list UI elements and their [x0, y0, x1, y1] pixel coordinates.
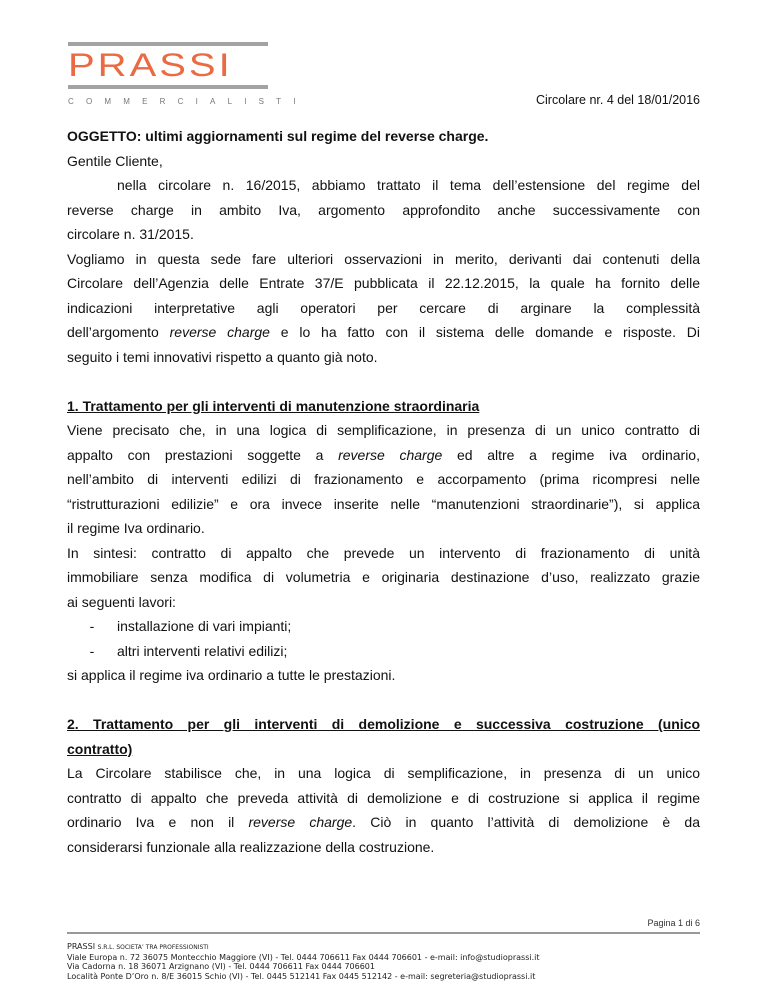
- text-segment: “ristrutturazioni edilizie” e ora invece inserite nelle “manutenzioni straordinarie”), si applica: [67, 495, 700, 512]
- text-line: [67, 394, 700, 419]
- text-line: [67, 247, 700, 272]
- text-segment: Circolare dell’Agenzia delle Entrate 37/E pubblicata il 22.12.2015, la quale ha fornito delle: [67, 275, 700, 291]
- text-segment: immobiliare senza modifica di volumetria e originaria destinazione d’uso, realizzato grazie: [67, 569, 700, 585]
- text-segment: contratto): [67, 740, 133, 757]
- text-line: [67, 835, 700, 860]
- footer-rule: [67, 932, 700, 934]
- bullet-dash: -: [89, 642, 95, 659]
- text-segment: La Circolare stabilisce che, in una logica di semplificazione, in presenza di un unico: [67, 765, 700, 781]
- company-suffix: S.R.L. SOCIETA’ TRA PROFESSIONISTI: [97, 944, 209, 951]
- text-segment: contratto di appalto che preveda attività di demolizione e di costruzione si applica il regime: [67, 789, 700, 806]
- italic-term: reverse charge: [248, 814, 353, 830]
- text-line: [67, 663, 700, 688]
- text-segment: Viene precisato che, in una logica di semplificazione, in presenza di un unico contratto di: [67, 422, 700, 438]
- text-segment: ordinario Iva e non il: [67, 814, 249, 830]
- text-line: [67, 639, 700, 664]
- paragraph: [67, 418, 700, 541]
- text-segment: installazione di vari impianti;: [117, 618, 292, 634]
- text-line: [67, 149, 700, 174]
- logo-subtitle: COMMERCIALISTI: [68, 97, 308, 106]
- text-line: [67, 737, 700, 762]
- text-line: [67, 541, 700, 566]
- text-segment: ed altre a regime iva ordinario,: [442, 446, 700, 463]
- paragraph: [67, 173, 700, 247]
- text-line: [67, 614, 700, 639]
- text-segment: reverse charge in ambito Iva, argomento approfondito anche successivamente con: [67, 201, 700, 218]
- text-line: [67, 712, 700, 737]
- text-segment: Gentile Cliente,: [67, 152, 163, 169]
- text-line: [67, 198, 700, 223]
- text-line: [67, 590, 700, 615]
- italic-term: reverse charge: [169, 324, 270, 340]
- text-segment: considerarsi funzionale alla realizzazione della costruzione.: [67, 838, 435, 855]
- text-line: [67, 320, 700, 345]
- blank-line: [67, 688, 700, 713]
- prassi-logo: [68, 42, 308, 106]
- document-body: [67, 124, 700, 859]
- text-segment: Vogliamo in questa sede fare ulteriori osservazioni in merito, derivanti dai contenuti della: [67, 250, 700, 267]
- bullet-text: [117, 639, 287, 664]
- text-segment: e lo ha fatto con il sistema delle domande e risposte. Di: [269, 324, 700, 340]
- text-line: [67, 786, 700, 811]
- text-line: [67, 173, 700, 198]
- text-segment: appalto con prestazioni soggette a: [67, 446, 339, 463]
- text-line: [67, 467, 700, 492]
- paragraph: [67, 663, 700, 688]
- text-line: [67, 222, 700, 247]
- footer-address: Viale Europa n. 72 36075 Montecchio Maggiore (VI) - Tel. 0444 706611 Fax 0444 706601 - e-mail: info@studioprassi.it: [67, 952, 540, 962]
- section-heading: [67, 712, 700, 761]
- text-segment: . Ciò in quanto l’attività di demolizione è da: [352, 814, 700, 830]
- list-item: [67, 614, 700, 639]
- footer-company: [67, 942, 540, 953]
- text-segment: 1. Trattamento per gli interventi di manutenzione straordinaria: [67, 397, 480, 414]
- logo-text: PRASSI: [68, 47, 233, 84]
- footer-address: Località Ponte D’Oro n. 8/E 36015 Schio (VI) - Tel. 0445 512141 Fax 0445 512142 - e-mail: segreteria@studioprassi.it: [67, 972, 536, 982]
- circular-reference: Circolare nr. 4 del 18/01/2016: [536, 93, 700, 107]
- text-line: [67, 418, 700, 443]
- blank-line: [67, 369, 700, 394]
- paragraph: [67, 247, 700, 370]
- logo-bottom-rule: [68, 85, 268, 89]
- company-name: PRASSI: [67, 942, 96, 951]
- text-segment: il regime Iva ordinario.: [67, 520, 205, 536]
- text-line: [67, 492, 700, 517]
- bullet-dash: -: [89, 618, 95, 634]
- text-segment: OGGETTO: ultimi aggiornamenti sul regime del reverse charge.: [67, 128, 489, 144]
- text-line: [67, 761, 700, 786]
- text-line: [67, 271, 700, 296]
- paragraph: [67, 761, 700, 859]
- text-segment: si applica il regime iva ordinario a tutte le prestazioni.: [67, 667, 396, 683]
- text-segment: seguito i temi innovativi rispetto a quanto già noto.: [67, 348, 378, 365]
- text-segment: nell’ambito di interventi edilizi di frazionamento e accorpamento (prima ricompresi nelle: [67, 471, 700, 487]
- text-segment: 2. Trattamento per gli interventi di demolizione e successiva costruzione (unico: [67, 716, 700, 732]
- text-segment: circolare n. 31/2015.: [67, 226, 194, 242]
- text-line: [67, 516, 700, 541]
- text-segment: dell’argomento: [67, 324, 170, 340]
- page-number: Pagina 1 di 6: [647, 918, 700, 928]
- list-item: [67, 639, 700, 664]
- text-line: [67, 810, 700, 835]
- text-segment: In sintesi: contratto di appalto che prevede un intervento di frazionamento di unità: [67, 544, 700, 561]
- footer-address: Via Cadorna n. 18 36071 Arzignano (VI) - Tel. 0444 706611 Fax 0444 706601: [67, 962, 375, 972]
- italic-term: reverse charge: [338, 446, 443, 463]
- text-segment: ai seguenti lavori:: [67, 593, 176, 610]
- paragraph: [67, 149, 700, 174]
- footer: [67, 942, 540, 982]
- text-line: [67, 296, 700, 321]
- text-line: [67, 443, 700, 468]
- text-line: [67, 124, 700, 149]
- text-segment: indicazioni interpretative agli operatori per cercare di arginare la complessità: [67, 299, 700, 316]
- text-segment: nella circolare n. 16/2015, abbiamo trattato il tema dell’estensione del regime del: [117, 177, 700, 193]
- text-segment: altri interventi relativi edilizi;: [117, 642, 288, 659]
- paragraph: [67, 541, 700, 615]
- logo-top-rule: [68, 42, 268, 46]
- document-subject: [67, 124, 700, 149]
- text-line: [67, 345, 700, 370]
- bullet-text: [117, 614, 291, 639]
- section-heading: [67, 394, 700, 419]
- text-line: [67, 565, 700, 590]
